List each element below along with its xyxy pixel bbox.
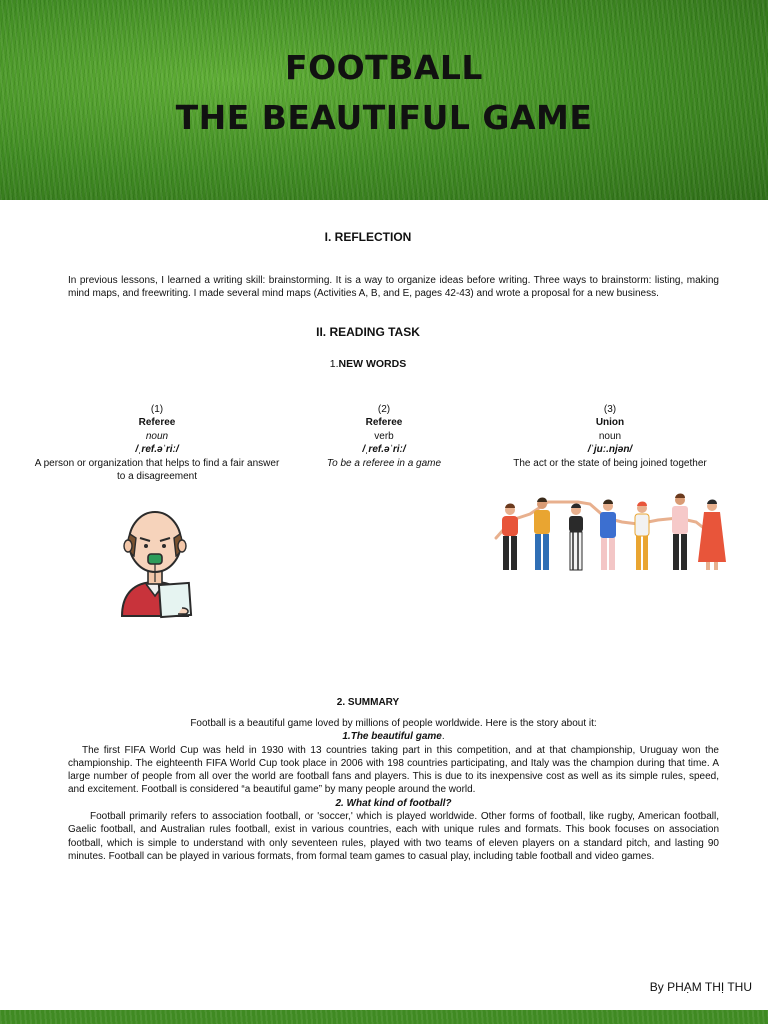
word-index: (3): [603, 404, 617, 415]
word-entry-2: [259, 403, 509, 470]
word-index: (2): [377, 404, 391, 415]
author-credit: By PHẠM THỊ THU: [649, 980, 752, 994]
word-term: Union: [595, 417, 625, 429]
word-index: (1): [150, 404, 164, 415]
word-entry-3: [485, 403, 735, 470]
summary-paragraph-1: The first FIFA World Cup was held in 1930 with 13 countries taking part in this competition, and at that championship, Uruguay won the championship. The eighteenth FIFA World Cup took place in 2006 with 198 countries participating, and Italy was the champion during that time. A large number of people from all over the world are football fans and players. This is due to its inexpensive cost as well as its simple rules, speed, and excitement. Football is considered “a beautiful game” by many people around the world.: [68, 744, 719, 796]
grass-banner: [0, 0, 768, 200]
summary-heading: 2. SUMMARY: [336, 697, 400, 708]
word-term: Referee: [138, 417, 176, 429]
reading-task-heading: II. READING TASK: [316, 325, 420, 339]
word-pronunciation: /ˈjuː.njən/: [587, 444, 633, 456]
summary-subheading-1: [68, 730, 719, 743]
new-words-number: 1.: [329, 358, 339, 370]
new-words-heading: [0, 358, 752, 370]
people-holding-hands-illustration: [490, 492, 730, 580]
new-words-label: NEW WORDS: [338, 358, 407, 370]
word-pos: verb: [374, 430, 394, 442]
word-pos: noun: [145, 430, 169, 442]
summary-subheading-1-punct: .: [441, 731, 445, 743]
summary-section: [68, 717, 719, 863]
word-entry-1: [32, 403, 282, 483]
word-definition: A person or organization that helps to find a fair answer to a disagreement: [34, 457, 280, 483]
bottom-grass-strip: [0, 1010, 768, 1024]
title-line-2: THE BEAUTIFUL GAME: [175, 98, 593, 137]
word-term: Referee: [365, 417, 403, 429]
word-pronunciation: /ˌref.əˈriː/: [362, 444, 406, 456]
title-line-1: FOOTBALL: [285, 48, 483, 87]
word-pronunciation: /ˌref.əˈriː/: [135, 444, 179, 456]
word-definition: To be a referee in a game: [326, 457, 442, 469]
word-definition: The act or the state of being joined together: [513, 457, 707, 469]
referee-illustration: [112, 508, 198, 620]
summary-subheading-2: 2. What kind of football?: [335, 797, 452, 809]
summary-subheading-1-text: 1.The beautiful game: [342, 731, 442, 743]
summary-paragraph-2: Football primarily refers to association football, or 'soccer,' which is played worldwide. Other forms of football, like rugby, American football, Gaelic football, and Australian rules football, exist in various countries, each with unique rules and formats. This book focuses on association football, which is simple to understand with only seventeen rules, played with two teams of eleven players on a standard pitch, and lasting 90 minutes. Football can be played in various formats, from formal team games to casual play, including table football and video games.: [68, 811, 719, 862]
reflection-heading: I. REFLECTION: [324, 230, 412, 244]
reflection-text: In previous lessons, I learned a writing skill: brainstorming. It is a way to organize ideas before writing. Three ways to brainstorm: listing, making mind maps, and freewriting. I made several mind maps (Activities A, B, and E, pages 42-43) and wrote a proposal for a new business.: [68, 275, 719, 300]
word-pos: noun: [598, 430, 622, 442]
summary-intro: Football is a beautiful game loved by millions of people worldwide. Here is the story about it:: [190, 718, 597, 729]
